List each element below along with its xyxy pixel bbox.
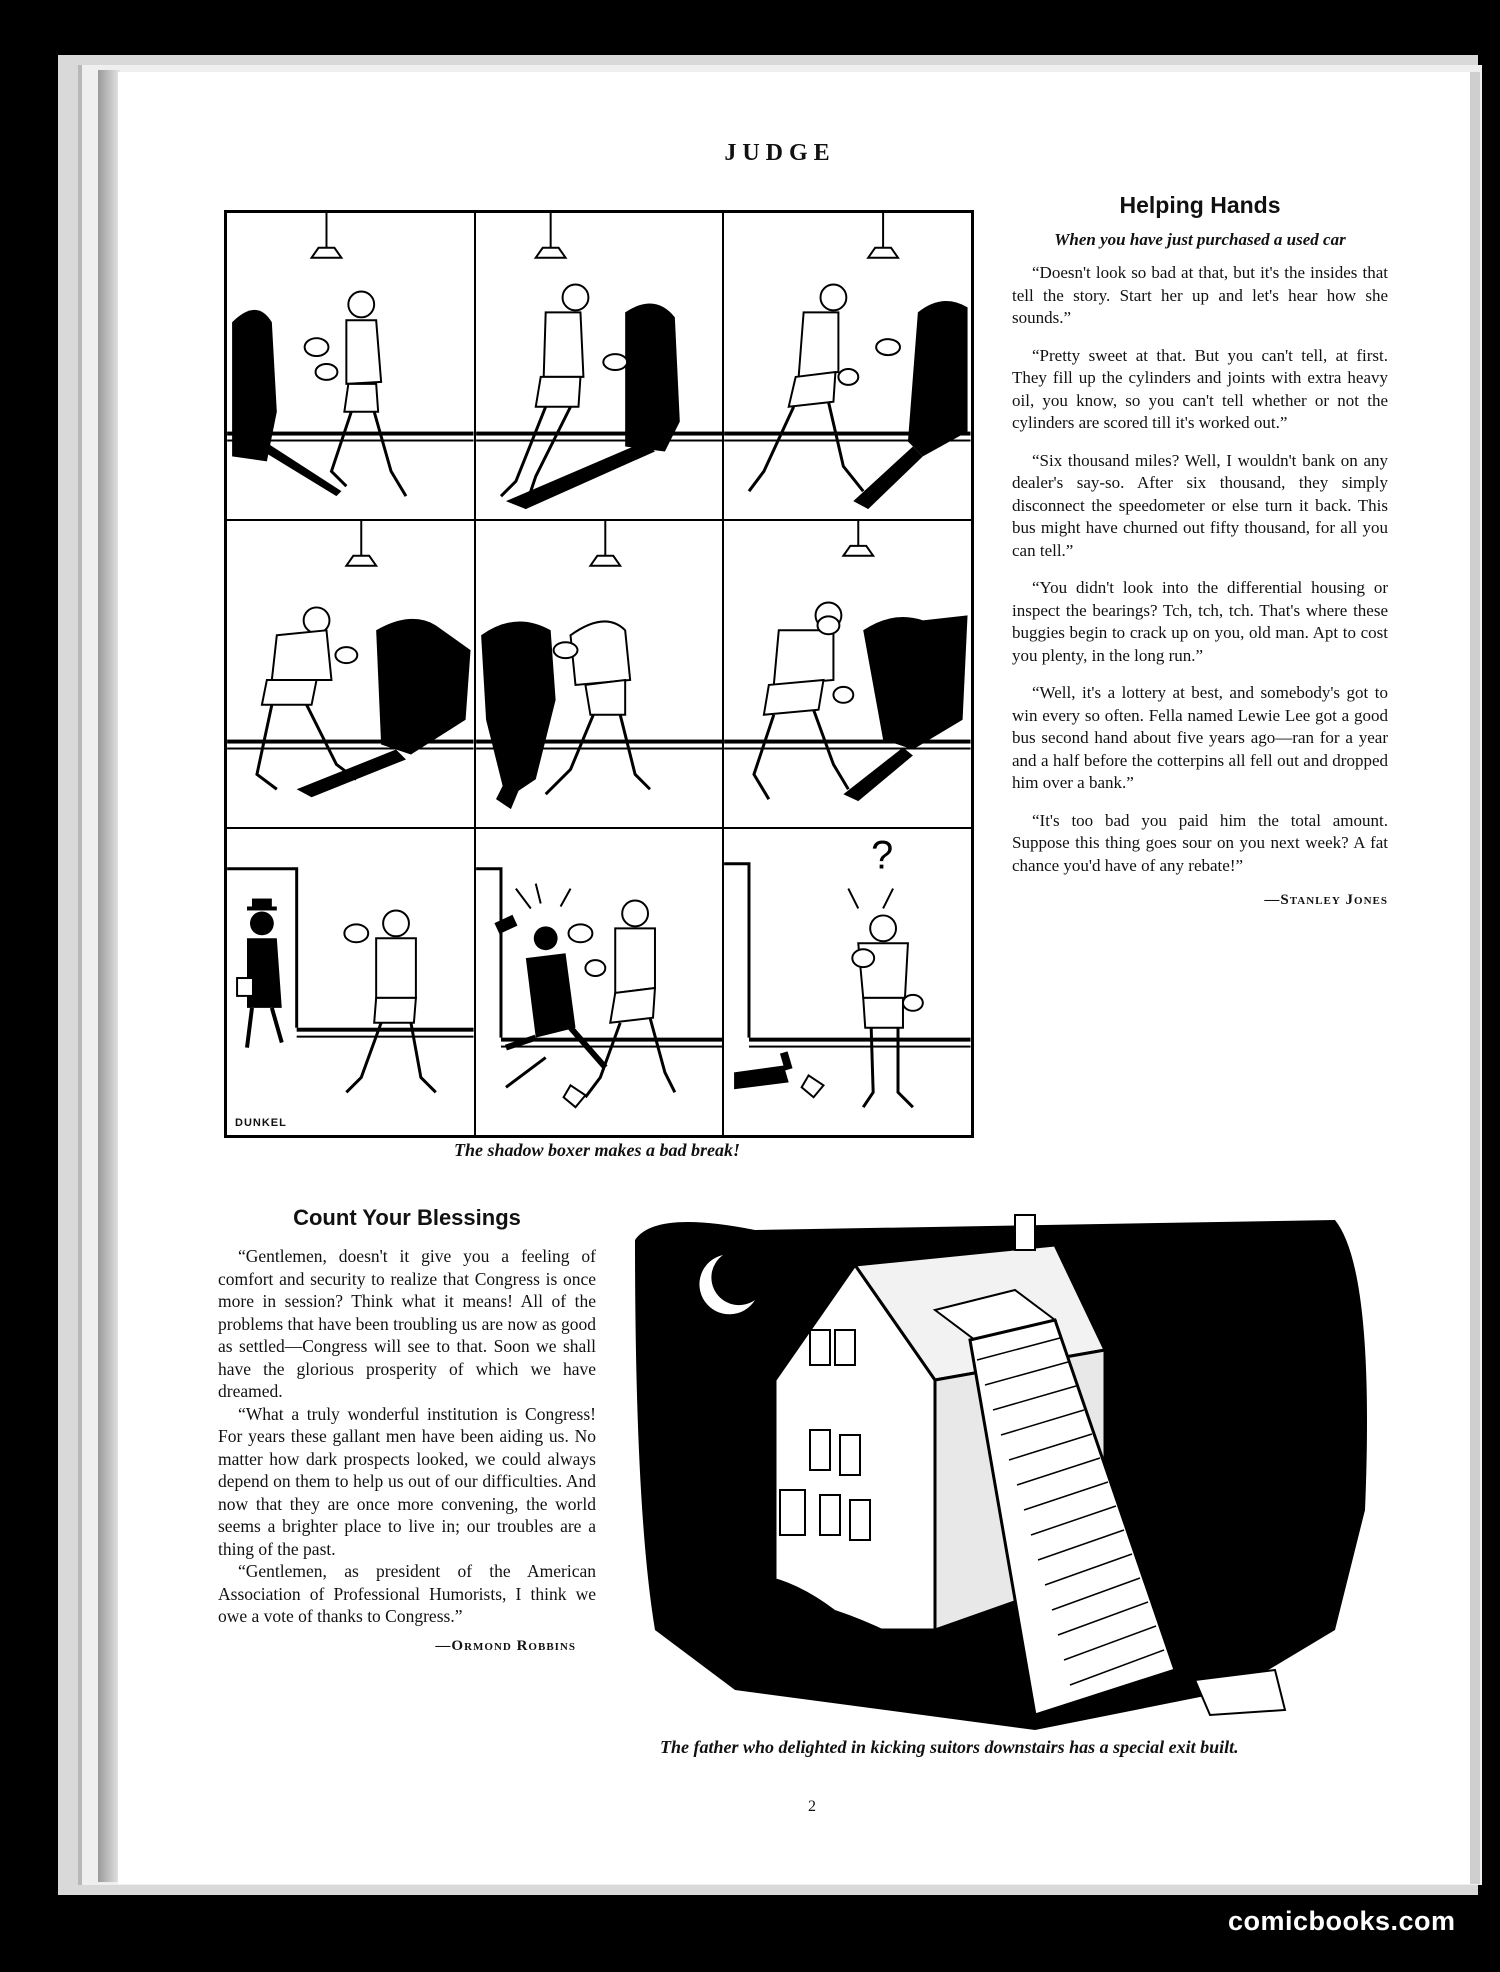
article-paragraph: “Well, it's a lottery at best, and somebody's got to win every so often. Fella named Lewie Lee got a good bus second hand about five years ago—ran for a year and a half before the cotterpins all fell out and dropped him over a bank.” bbox=[1012, 683, 1388, 792]
article-count-your-blessings bbox=[218, 1205, 596, 1655]
comic-panel-8 bbox=[475, 828, 724, 1136]
comic-caption: The shadow boxer makes a bad break! bbox=[453, 1140, 740, 1160]
page-right-edge bbox=[1470, 72, 1480, 1884]
panel-4-drawing bbox=[227, 521, 474, 827]
comic-panel-4 bbox=[226, 520, 475, 828]
artist-signature: DUNKEL bbox=[235, 1117, 287, 1129]
illustration-caption: The father who delighted in kicking suitors downstairs has a special exit built. bbox=[660, 1737, 1239, 1757]
svg-text:?: ? bbox=[871, 833, 894, 878]
article-byline: —Ormond Robbins bbox=[435, 1637, 576, 1654]
article-paragraph: “You didn't look into the differential housing or inspect the bearings? Tch, tch, tch. That's where these buggies begin to crack up on you, old man. Apt to cost you plenty, in the long run.” bbox=[1012, 578, 1388, 665]
masthead: JUDGE bbox=[724, 140, 836, 166]
panel-8-drawing bbox=[476, 829, 723, 1135]
comic-panel-2 bbox=[475, 212, 724, 520]
comic-panel-6 bbox=[723, 520, 972, 828]
article-paragraph: “Gentlemen, doesn't it give you a feeling of comfort and security to realize that Congress is once more in session? Think what it means! All of the problems that have been troubling us are now as good as settled—Congress will see to that. Soon we shall have the glorious prosperity of which we have dreamed. bbox=[218, 1246, 596, 1401]
panel-9-drawing bbox=[724, 829, 971, 1135]
panel-6-drawing bbox=[724, 521, 971, 827]
article-paragraph: “What a truly wonderful institution is Congress! For years these gallant men have been aiding us. No matter how dark prospects looked, we could always depend on them to help us out of our difficulties. And now that they are once more convening, the world seems a brighter place to live in; our troubles are a thing of the past. bbox=[218, 1403, 596, 1559]
article-title: Helping Hands bbox=[1119, 192, 1281, 218]
comic-panel-9 bbox=[723, 828, 972, 1136]
article-byline: —Stanley Jones bbox=[1264, 892, 1388, 908]
comic-panel-7 bbox=[226, 828, 475, 1136]
comic-panel-3 bbox=[723, 212, 972, 520]
article-paragraph: “Doesn't look so bad at that, but it's the insides that tell the story. Start her up and let's hear how she sounds.” bbox=[1012, 263, 1388, 327]
house-illustration bbox=[635, 1210, 1375, 1745]
house-drawing bbox=[635, 1210, 1375, 1745]
panel-2-drawing bbox=[476, 213, 723, 519]
article-subtitle: When you have just purchased a used car bbox=[1054, 230, 1346, 249]
comic-panel-5 bbox=[475, 520, 724, 828]
panel-1-drawing bbox=[227, 213, 474, 519]
panel-3-drawing bbox=[724, 213, 971, 519]
site-watermark: comicbooks.com bbox=[1228, 1906, 1456, 1936]
article-paragraph: “It's too bad you paid him the total amount. Suppose this thing goes sour on you next week? A fat chance you'd have of any rebate!” bbox=[1012, 810, 1388, 875]
binding-shadow bbox=[98, 70, 120, 1882]
comic-panel-1 bbox=[226, 212, 475, 520]
page-number: 2 bbox=[808, 1798, 816, 1815]
article-paragraph: “Gentlemen, as president of the American Association of Professional Humorists, I think we owe a vote of thanks to Congress.” bbox=[218, 1561, 596, 1626]
panel-5-drawing bbox=[476, 521, 723, 827]
article-title: Count Your Blessings bbox=[293, 1205, 521, 1230]
comic-strip bbox=[224, 210, 974, 1138]
article-paragraph: “Pretty sweet at that. But you can't tell, at first. They fill up the cylinders and joints with extra heavy oil, you know, so you can't tell whether or not the cylinders are scored till it's worked out.” bbox=[1012, 345, 1388, 432]
article-helping-hands bbox=[1012, 192, 1388, 909]
panel-7-drawing bbox=[227, 829, 474, 1135]
article-paragraph: “Six thousand miles? Well, I wouldn't bank on any dealer's say-so. After six thousand, they simply disconnect the speedometer or else turn it back. This bus might have churned out fifty thousand, for all you can tell.” bbox=[1012, 450, 1388, 560]
